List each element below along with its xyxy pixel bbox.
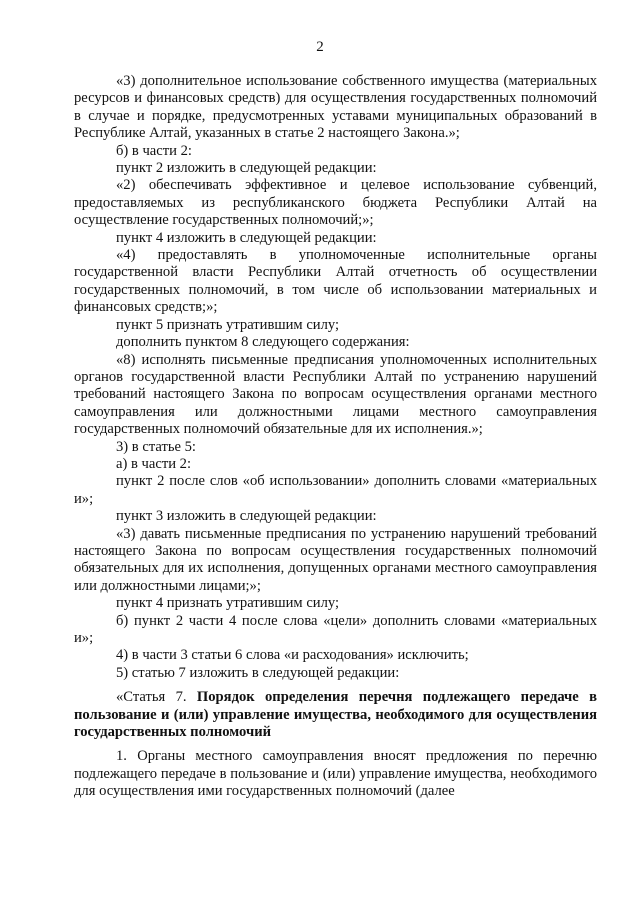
paragraph: 1. Органы местного самоуправления вносят предложения по перечню подлежащего передаче в пользование и (или) управление имущества, необходимого для осуществления ими государственных полномочий (далее — [74, 748, 597, 800]
paragraph: «3) дополнительное использование собственного имущества (материальных ресурсов и финансовых средств) для осуществления государственных полномочий в случае и порядке, предусмотренных уставами муниципальных образований в Республике Алтай, указанных в статье 2 настоящего Закона.»; — [74, 73, 597, 142]
paragraph: б) пункт 2 части 4 после слова «цели» дополнить словами «материальных и»; — [74, 612, 597, 646]
article-heading — [74, 689, 597, 741]
page-number: 2 — [316, 39, 324, 55]
paragraph: дополнить пунктом 8 следующего содержания: — [116, 334, 410, 351]
paragraph: «2) обеспечивать эффективное и целевое использование субвенций, предоставляемых из республиканского бюджета Республики Алтай на осуществление государственных полномочий;»; — [74, 177, 597, 229]
article-title: Порядок определения перечня подлежащего передаче в пользование и (или) управление имущества, необходимого для осуществления государственных полномочий — [74, 689, 597, 741]
paragraph: пункт 4 изложить в следующей редакции: — [116, 229, 377, 246]
paragraph: пункт 5 признать утратившим силу; — [116, 316, 340, 333]
document-body — [74, 73, 597, 801]
paragraph: «8) исполнять письменные предписания уполномоченных исполнительных органов государственной власти Республики Алтай по устранению нарушений требований настоящего Закона по вопросам осуществления органами местного самоуправления или должностными лицами местного самоуправления государственных полномочий обязательные для их исполнения.»; — [74, 351, 597, 438]
paragraph: пункт 2 изложить в следующей редакции: — [116, 160, 377, 177]
paragraph: б) в части 2: — [116, 142, 192, 159]
paragraph: а) в части 2: — [116, 455, 192, 472]
paragraph: 5) статью 7 изложить в следующей редакции: — [116, 664, 400, 681]
paragraph: пункт 2 после слов «об использовании» дополнить словами «материальных и»; — [74, 473, 597, 507]
paragraph: 4) в части 3 статьи 6 слова «и расходования» исключить; — [116, 647, 469, 664]
paragraph: «3) давать письменные предписания по устранению нарушений требований настоящего Закона по вопросам осуществления государственных полномочий обязательных для их исполнения, допущенных органами местного самоуправления или должностными лицами;»; — [74, 525, 597, 594]
article-prefix: «Статья 7. — [116, 689, 197, 706]
paragraph: 3) в статье 5: — [116, 438, 196, 455]
paragraph: пункт 4 признать утратившим силу; — [116, 595, 340, 612]
paragraph: пункт 3 изложить в следующей редакции: — [116, 508, 377, 525]
paragraph: «4) предоставлять в уполномоченные исполнительные органы государственной власти Республики Алтай отчетность об осуществлении государственных полномочий, в том числе об использовании материальных и финансовых средств;»; — [74, 247, 597, 316]
